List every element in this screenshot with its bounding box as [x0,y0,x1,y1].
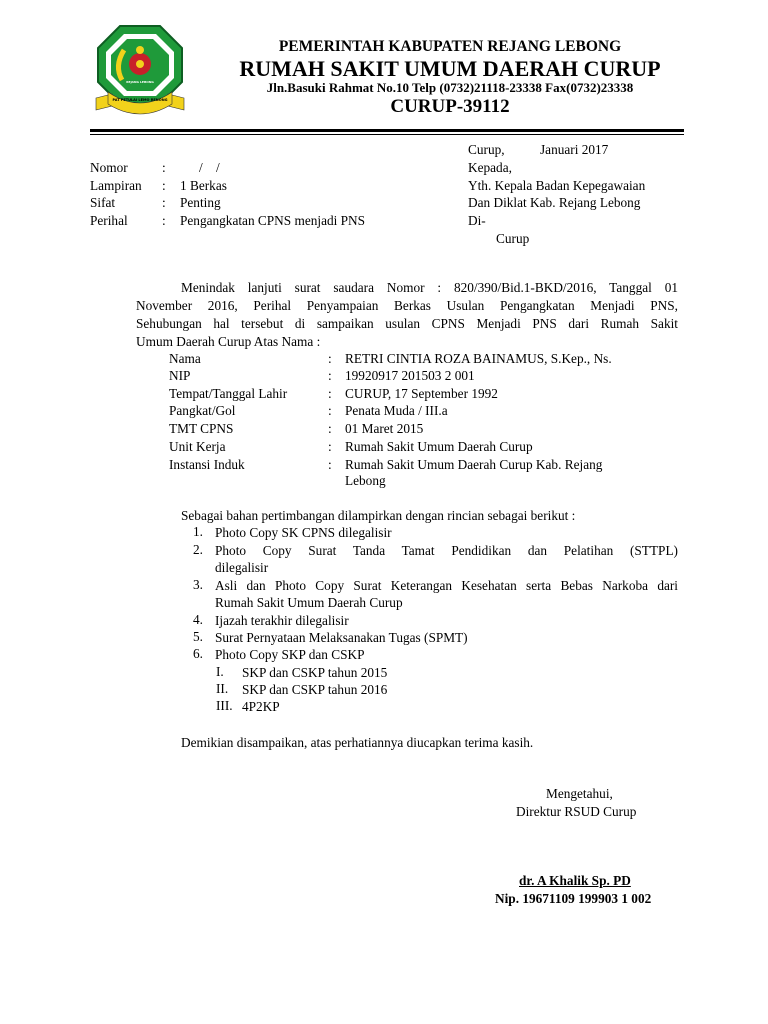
logo-ribbon-text: PAT PETULAI LEMO RENONG [112,98,168,102]
attachments-intro: Sebagai bahan pertimbangan dilampirkan dengan rincian sebagai berikut : [181,508,576,523]
identity-label: Unit Kerja [169,439,226,454]
logo-banner-text: REJANG LEBONG [126,80,154,84]
header-government: PEMERINTAH KABUPATEN REJANG LEBONG [278,38,622,55]
sub-item: SKP dan CSKP tahun 2016 [242,682,388,697]
identity-value: 19920917 201503 2 001 [345,368,475,383]
identity-label: TMT CPNS [169,421,234,436]
sub-item-number: I. [216,664,224,679]
identity-label: Nama [169,351,201,366]
list-item-cont: dilegalisir [215,560,269,575]
addressee-di: Di- [468,213,486,228]
identity-value: Rumah Sakit Umum Daerah Curup [345,439,533,454]
sub-item-number: III. [216,698,233,713]
list-item-number: 6. [193,646,203,661]
meta-value: Pengangkatan CPNS menjadi PNS [180,213,366,228]
date-value: Januari 2017 [540,142,609,157]
meta-value: Penting [180,195,221,210]
identity-sep: : [328,386,332,401]
meta-label: Perihal [90,213,128,228]
list-item: Ijazah terakhir dilegalisir [215,613,349,628]
identity-sep: : [328,421,332,436]
identity-value: Penata Muda / III.a [345,403,448,418]
identity-sep: : [328,403,332,418]
signature-title: Direktur RSUD Curup [516,804,637,819]
list-item-number: 1. [193,524,203,539]
intro-paragraph [136,279,678,351]
list-item: Asli dan Photo Copy Surat Keterangan Kesehatan serta Bebas Narkoba dari [215,578,678,593]
header-city-postcode: CURUP-39112 [390,96,510,117]
meta-label: Lampiran [90,178,142,193]
intro-line: Sehubungan hal tersebut di sampaikan usulan CPNS Menjadi PNS dari Rumah Sakit [136,316,678,331]
identity-sep: : [328,457,332,472]
list-item-cont: Rumah Sakit Umum Daerah Curup [215,595,403,610]
intro-line: Umum Daerah Curup Atas Nama : [136,334,321,349]
identity-sep: : [328,368,332,383]
header-hospital-name: RUMAH SAKIT UMUM DAERAH CURUP [239,56,661,81]
list-item: Surat Pernyataan Melaksanakan Tugas (SPMT) [215,630,468,645]
signature-mengetahui: Mengetahui, [546,786,613,801]
date-place: Curup, [468,142,505,157]
meta-sep: : [162,160,166,175]
sub-item: SKP dan CSKP tahun 2015 [242,665,388,680]
identity-label: Pangkat/Gol [169,403,236,418]
identity-value-cont: Lebong [345,473,386,488]
list-item-number: 5. [193,629,203,644]
identity-sep: : [328,439,332,454]
list-item-number: 3. [193,577,203,592]
meta-label: Sifat [90,195,116,210]
identity-label: Instansi Induk [169,457,245,472]
list-item-number: 2. [193,542,203,557]
meta-value: 1 Berkas [180,178,227,193]
sub-item: 4P2KP [242,699,280,714]
meta-sep: : [162,178,166,193]
identity-value: CURUP, 17 September 1992 [345,386,498,401]
intro-line: Menindak lanjuti surat saudara Nomor : 820/390/Bid.1-BKD/2016, Tanggal 01 [181,280,678,295]
identity-sep: : [328,351,332,366]
signature-nip: Nip. 19671109 199903 1 002 [495,891,652,906]
addressee-line1: Yth. Kepala Badan Kepegawaian [468,178,646,193]
identity-label: Tempat/Tanggal Lahir [169,386,288,401]
addressee-line2: Dan Diklat Kab. Rejang Lebong [468,195,641,210]
list-item-number: 4. [193,612,203,627]
identity-value: Rumah Sakit Umum Daerah Curup Kab. Rejang [345,457,603,472]
identity-label: NIP [169,368,191,383]
addressee-city: Curup [496,231,530,246]
signature-name: dr. A Khalik Sp. PD [519,873,631,888]
identity-value: 01 Maret 2015 [345,421,424,436]
header-rule-thick [90,129,684,132]
meta-sep: : [162,195,166,210]
meta-value: / / [199,160,220,175]
meta-label: Nomor [90,160,128,175]
header-rule-thin [90,134,684,135]
identity-value: RETRI CINTIA ROZA BAINAMUS, S.Kep., Ns. [345,351,612,366]
sub-item-number: II. [216,681,229,696]
closing-sentence: Demikian disampaikan, atas perhatiannya diucapkan terima kasih. [181,735,534,750]
header-address: Jln.Basuki Rahmat No.10 Telp (0732)21118-23338 Fax(0732)23338 [266,80,634,95]
intro-line: November 2016, Perihal Penyampaian Berkas Usulan Pengangkatan Menjadi PNS, [136,298,678,313]
list-item: Photo Copy SKP dan CSKP [215,647,365,662]
addressee-kepada: Kepada, [468,160,512,175]
meta-sep: : [162,213,166,228]
list-item: Photo Copy Surat Tanda Tamat Pendidikan dan Pelatihan (STTPL) [215,543,678,558]
list-item: Photo Copy SK CPNS dilegalisir [215,525,392,540]
